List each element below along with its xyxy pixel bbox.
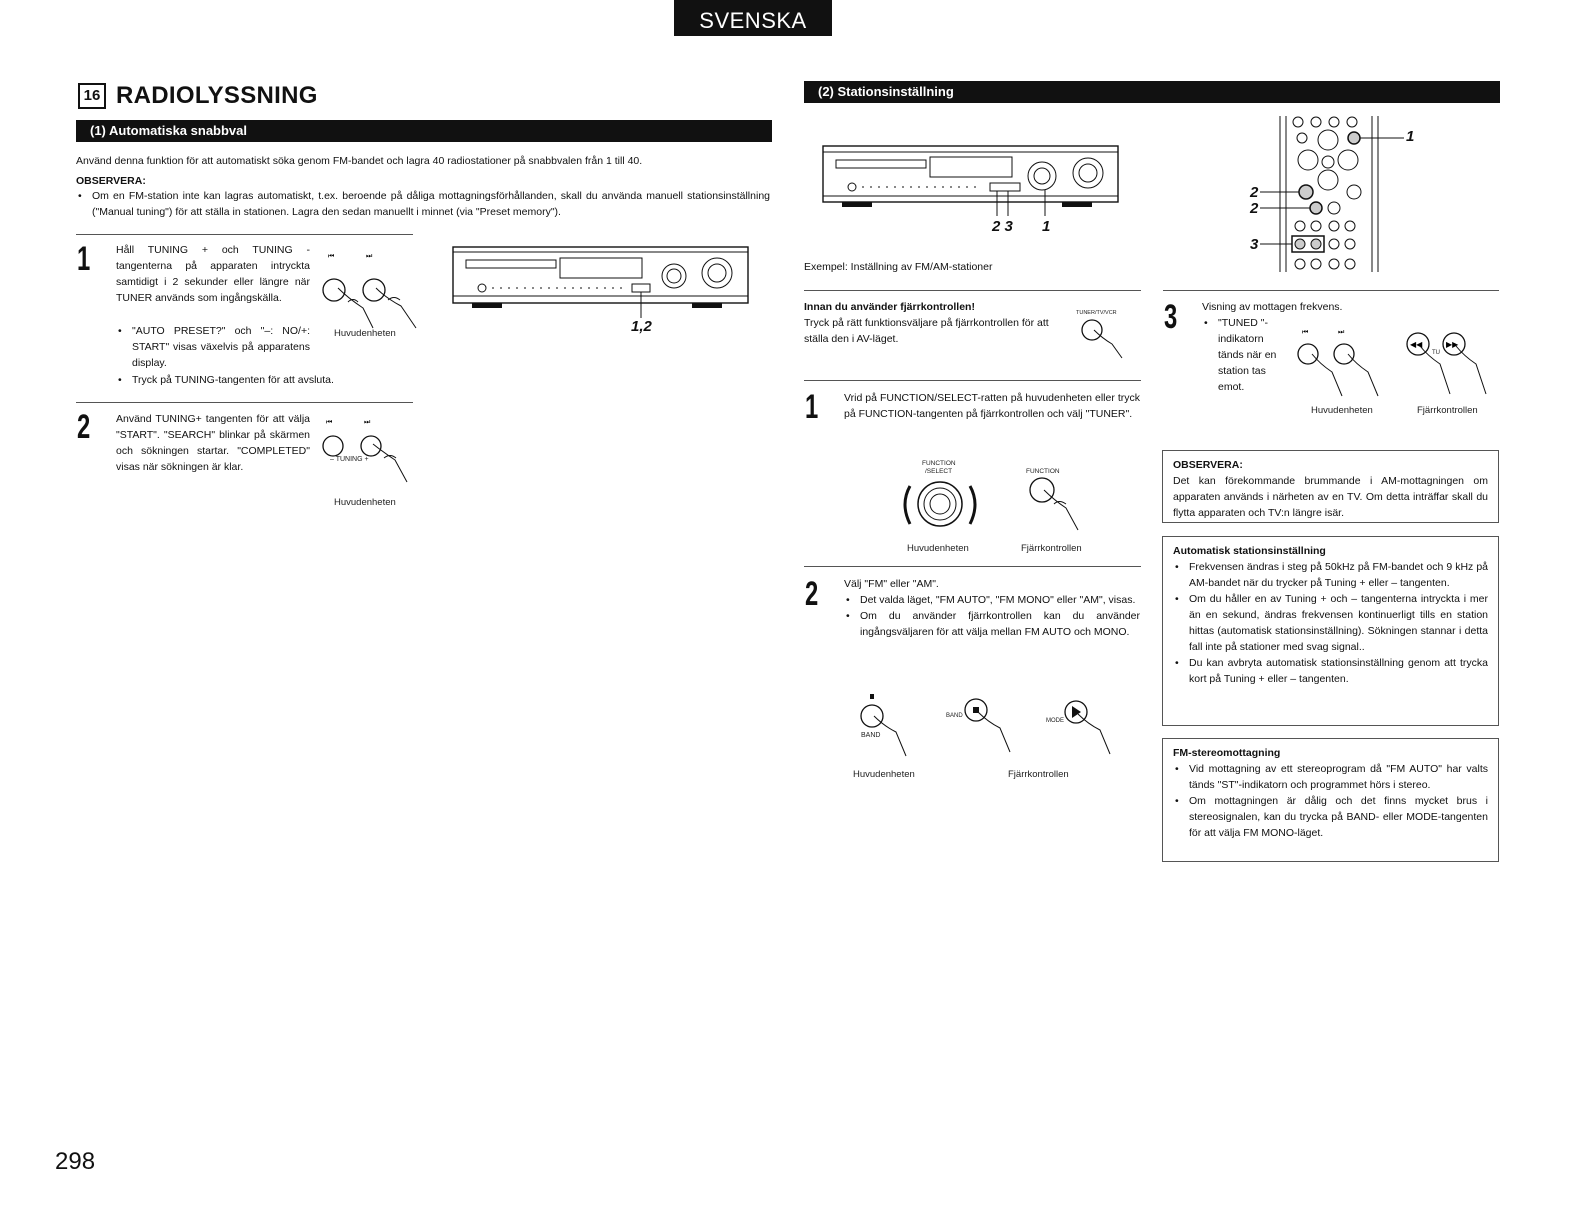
chapter-title: RADIOLYSSNING	[116, 82, 318, 109]
chapter-number: 16	[78, 83, 106, 109]
observera-text: Det kan förekommande brummande i AM-mottagningen om apparaten används i närheten av en TV. Om detta inträffar skall du flytta apparaten och TV:n längre isär.	[1173, 475, 1488, 519]
step-number-2: 2	[77, 408, 91, 446]
mode-label: MODE	[1046, 718, 1064, 724]
svg-text:⏭: ⏭	[366, 252, 373, 260]
right-step1-caption-main: Huvudenheten	[907, 543, 969, 554]
divider	[804, 290, 1141, 291]
divider	[76, 234, 413, 235]
step3-caption-remote: Fjärrkontrollen	[1417, 405, 1478, 416]
divider	[804, 380, 1141, 381]
list-item: • Vid mottagning av ett stereoprogram då "FM AUTO" har valts tänds "ST"-indikatorn och programmet hörs i stereo.	[1173, 761, 1488, 793]
auto-tuning-list	[1173, 559, 1488, 687]
before-text: Tryck på rätt funktionsväljare på fjärrkontrollen för att ställa den i AV-läget.	[804, 317, 1049, 345]
right-step2-bullet-b: • Om du använder fjärrkontrollen kan du använder ingångsväljaren för att välja mellan FM AUTO och MONO.	[844, 608, 1140, 640]
step1-bullet-b: • Tryck på TUNING-tangenten för att avsluta.	[116, 372, 406, 388]
svg-text:⏭: ⏭	[1338, 328, 1345, 336]
example-caption: Exempel: Inställning av FM/AM-stationer	[804, 261, 993, 273]
tuner-button-hand	[1080, 318, 1130, 358]
step3-bullet: • "TUNED "-indikatorn tänds när en station tas emot.	[1202, 315, 1286, 395]
step1-caption: Huvudenheten	[334, 328, 396, 339]
auto-tuning-box	[1162, 536, 1499, 726]
remote-control-illustration	[1274, 116, 1384, 272]
section-title-station-tuning: (2) Stationsinställning	[804, 81, 1500, 103]
right-step2-caption-remote: Fjärrkontrollen	[1008, 769, 1069, 780]
intro-text: Använd denna funktion för att automatiskt söka genom FM-bandet och lagra 40 radiostationer på snabbvalen från 1 till 40.	[76, 155, 643, 167]
list-item: • Om du håller en av Tuning + och – tangenterna intryckta i mer än en sekund, ändras frekvensen kontinuerligt tills en station hittas (automatisk stationsinställning). Sökningen stannar i detta fall inte på stationer med svag signal..	[1173, 591, 1488, 655]
list-item: • Om mottagningen är dålig och det finns mycket brus i stereosignalen, kan du trycka på BAND- eller MODE-tangenten för att välja FM MONO-läget.	[1173, 793, 1488, 841]
step2-caption: Huvudenheten	[334, 497, 396, 508]
tu-label: TU	[1432, 350, 1440, 356]
step1-bullet-a: • "AUTO PRESET?" och "–: NO/+: START" visas växelvis på apparatens display.	[116, 323, 310, 371]
knob-label-1: FUNCTION	[922, 460, 956, 467]
step1-bullets-b	[116, 372, 406, 388]
function-button-hand	[1026, 474, 1096, 534]
step3-text: Visning av mottagen frekvens.	[1202, 301, 1343, 313]
list-item: • Du kan avbryta automatisk stationsinställning genom att trycka kort på Tuning + eller – tangenten.	[1173, 655, 1488, 687]
right-device-callout-a: 2 3	[992, 218, 1013, 235]
auto-tuning-heading: Automatisk stationsinställning	[1173, 545, 1326, 557]
fm-stereo-box	[1162, 738, 1499, 862]
divider	[804, 566, 1141, 567]
svg-text:⏮: ⏮	[328, 252, 335, 260]
step1-text: Håll TUNING + och TUNING - tangenterna på apparaten intryckta samtidigt i 2 sekunder eller längre när TUNER används som ingångskälla.	[116, 244, 310, 304]
band-mode-illustration	[856, 692, 1136, 762]
svg-text:◀◀: ◀◀	[1410, 340, 1423, 349]
svg-text:⏭: ⏭	[364, 418, 371, 426]
step-number-1: 1	[77, 240, 91, 278]
divider	[1163, 290, 1499, 291]
language-tab: SVENSKA	[674, 0, 832, 36]
observera-heading: OBSERVERA:	[1173, 459, 1243, 471]
step-number-1-right: 1	[805, 388, 819, 426]
right-step2-bullet-a: • Det valda läget, "FM AUTO", "FM MONO" eller "AM", visas.	[844, 592, 1140, 608]
note-list	[76, 188, 770, 220]
right-step1-text: Vrid på FUNCTION/SELECT-ratten på huvudenheten eller tryck på FUNCTION-tangenten på fjärrkontrollen och välj "TUNER".	[844, 392, 1140, 420]
left-device-callout: 1,2	[631, 318, 652, 335]
right-step1-caption-remote: Fjärrkontrollen	[1021, 543, 1082, 554]
remote-callout-2a: 2	[1250, 184, 1259, 201]
tuning-indicator-illustration	[1294, 326, 1494, 404]
right-step2-bullets	[844, 592, 1140, 640]
tuner-button-label: TUNER/TV/VCR	[1076, 310, 1117, 316]
step1-bullets	[116, 323, 310, 371]
tuning-buttons-illustration	[318, 250, 428, 330]
page-number: 298	[55, 1148, 96, 1175]
band-label-main: BAND	[861, 732, 881, 739]
knob-label-2: /SELECT	[925, 468, 953, 475]
remote-callout-1: 1	[1406, 128, 1415, 145]
before-heading: Innan du använder fjärrkontrollen!	[804, 301, 975, 313]
step3-bullets	[1202, 315, 1286, 395]
note-heading: OBSERVERA:	[76, 175, 146, 187]
svg-text:⏮: ⏮	[1302, 328, 1309, 336]
tuning-plus-illustration	[318, 418, 418, 490]
step-number-2-right: 2	[805, 575, 819, 613]
main-unit-illustration	[452, 246, 752, 338]
svg-text:⏮: ⏮	[326, 418, 333, 426]
remote-callout-2b: 2	[1250, 200, 1259, 217]
remote-function-label: FUNCTION	[1026, 468, 1060, 475]
list-item: • Frekvensen ändras i steg på 50kHz på FM-bandet och 9 kHz på AM-bandet när du trycker på Tuning + eller – tangenten.	[1173, 559, 1488, 591]
function-select-knob	[896, 476, 986, 536]
step3-caption-main: Huvudenheten	[1311, 405, 1373, 416]
right-step2-caption-main: Huvudenheten	[853, 769, 915, 780]
divider	[76, 402, 413, 403]
tuning-label: – TUNING +	[330, 456, 369, 463]
right-step2-text: Välj "FM" eller "AM".	[844, 578, 939, 590]
remote-callout-3: 3	[1250, 236, 1259, 253]
band-label-remote: BAND	[946, 713, 963, 719]
step-number-3: 3	[1164, 298, 1178, 336]
observera-box	[1162, 450, 1499, 523]
fm-stereo-list	[1173, 761, 1488, 841]
note-item: • Om en FM-station inte kan lagras automatiskt, t.ex. beroende på dåliga mottagningsförhållanden, skall du använda manuell stationsinställning ("Manual tuning") för att ställa in stationen. Lagra den sedan manuellt i minnet (via "Preset memory").	[76, 188, 770, 220]
main-unit-illustration-right	[822, 140, 1122, 220]
right-device-callout-b: 1	[1042, 218, 1051, 235]
section-title-auto-preset: (1) Automatiska snabbval	[76, 120, 772, 142]
chapter-heading	[78, 82, 318, 110]
svg-text:▶▶: ▶▶	[1446, 340, 1459, 349]
step2-text: Använd TUNING+ tangenten för att välja "START". "SEARCH" blinkar på skärmen och sökningen startar. "COMPLETED" visas när sökningen är klar.	[116, 413, 310, 473]
fm-stereo-heading: FM-stereomottagning	[1173, 747, 1281, 759]
